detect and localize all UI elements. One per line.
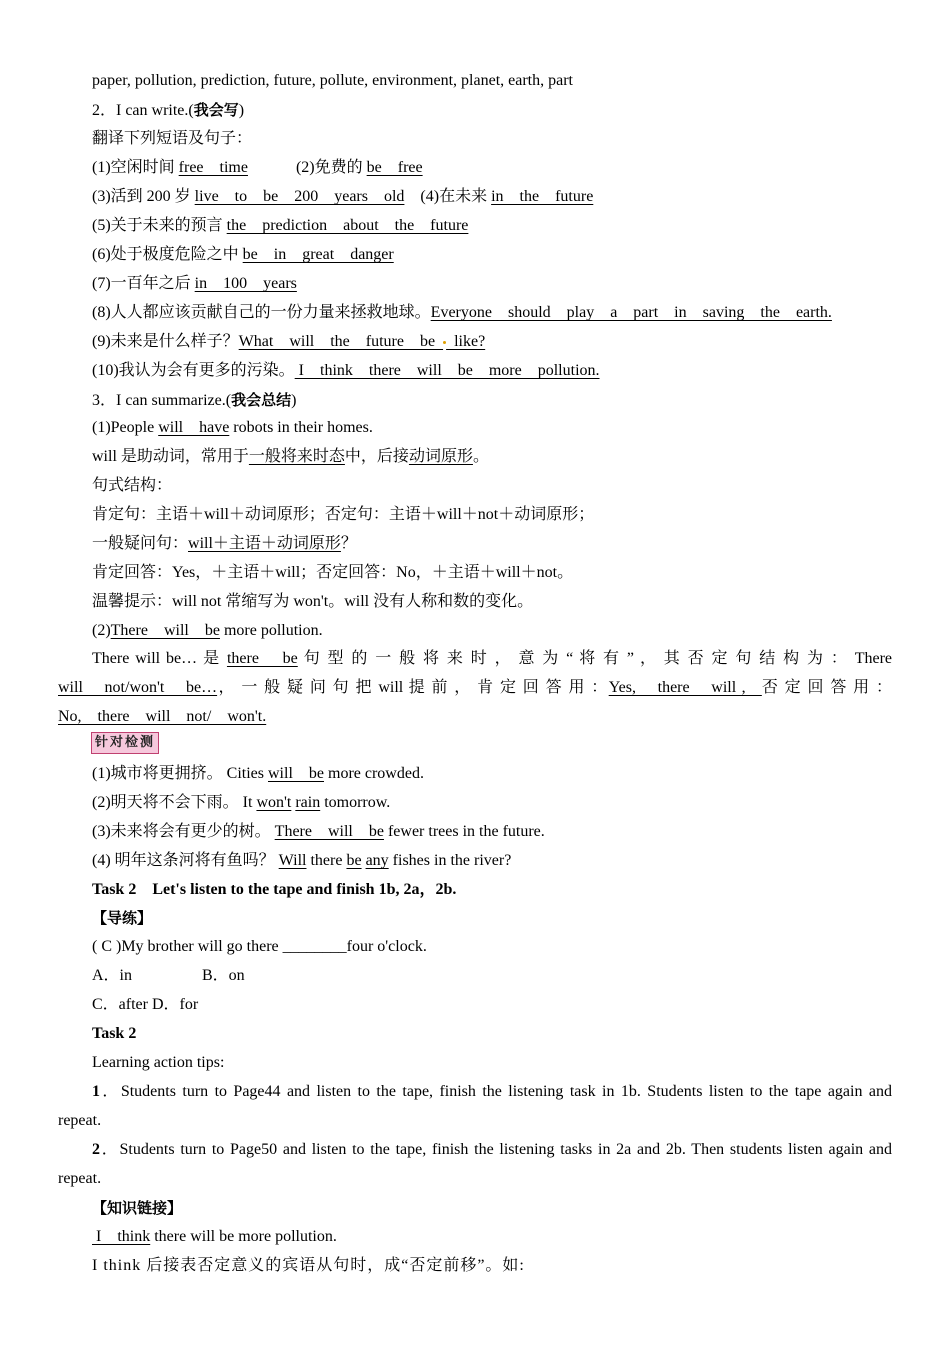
answer: ture be bbox=[379, 333, 444, 350]
text: repeat. bbox=[58, 1112, 102, 1129]
answer: any bbox=[365, 852, 389, 869]
text: 3．I can summarize.( bbox=[92, 392, 232, 409]
text: ， 一 般 疑 问 句 把 will 提 前 ， 肯 定 回 答 用 ： bbox=[217, 679, 609, 696]
there-be-line-3 bbox=[58, 707, 892, 727]
text: (7)一百年之后 bbox=[92, 275, 195, 292]
text: (3)未来将会有更少的树。 bbox=[92, 823, 275, 840]
text: (4)在未来 bbox=[420, 188, 492, 205]
question-9 bbox=[92, 332, 485, 352]
text: A．in bbox=[92, 967, 133, 984]
answer: be in great danger bbox=[242, 246, 394, 263]
there-be-line-2 bbox=[58, 678, 892, 698]
knowledge-example bbox=[92, 1227, 337, 1247]
question-7 bbox=[92, 274, 297, 294]
question-8 bbox=[92, 303, 832, 323]
answer: free time bbox=[178, 159, 248, 176]
text: C．after bbox=[92, 996, 148, 1013]
answer: 动词原形 bbox=[408, 448, 473, 465]
text: There will be… 是 bbox=[92, 650, 227, 667]
text: (5)关于未来的预言 bbox=[92, 217, 227, 234]
text: (3)活到 200 岁 bbox=[92, 188, 195, 205]
text: 肯定句：主语＋will＋动词原形；否定句：主语＋will＋not＋动词原形； bbox=[92, 506, 595, 523]
answer: in the future bbox=[491, 188, 594, 205]
answer: What will the fu bbox=[238, 333, 380, 350]
answer: be bbox=[346, 852, 362, 869]
text: Task 2 Let's listen to the tape and finish 1b, 2a，2b. bbox=[92, 881, 457, 898]
question-3-4 bbox=[92, 187, 593, 207]
tip-1-line-2 bbox=[58, 1111, 892, 1131]
text: there bbox=[306, 852, 347, 869]
text: paper, pollution, prediction, future, pollute, environment, planet, earth, part bbox=[92, 72, 573, 89]
answer: No, there will not/ won't. bbox=[58, 708, 267, 725]
text: 【导练】 bbox=[92, 909, 153, 927]
text: (1)People bbox=[92, 419, 159, 436]
text: 中，后接 bbox=[344, 448, 409, 465]
check-1 bbox=[92, 764, 424, 784]
text: 句式结构： bbox=[92, 477, 173, 494]
question-1-2 bbox=[92, 158, 423, 178]
tip-2-line-1 bbox=[92, 1140, 892, 1160]
text: (2) bbox=[92, 622, 111, 639]
text: B．on bbox=[202, 967, 245, 984]
text: will 是助动词，常用于 bbox=[92, 448, 249, 465]
text: 翻译下列短语及句子： bbox=[92, 130, 253, 147]
answer: I think there will be more pollution. bbox=[294, 362, 600, 379]
text: 2 bbox=[92, 1141, 100, 1158]
task2-label bbox=[92, 1024, 136, 1044]
text: fishes in the river? bbox=[388, 852, 512, 869]
answer: will be bbox=[268, 765, 324, 782]
tip-1-line-1 bbox=[92, 1082, 892, 1102]
answer: Will bbox=[278, 852, 307, 869]
text: ？ bbox=[340, 535, 357, 552]
summary-1 bbox=[92, 418, 373, 438]
text: ( C )My brother will go there ________four o'clock. bbox=[92, 938, 427, 955]
task2-title bbox=[92, 880, 456, 900]
check-3 bbox=[92, 822, 545, 842]
check-4 bbox=[92, 851, 511, 871]
text: (1)空闲时间 bbox=[92, 159, 179, 176]
answer: I think bbox=[92, 1228, 151, 1245]
tip-2-line-2 bbox=[58, 1169, 892, 1189]
text: more pollution. bbox=[219, 622, 323, 639]
question-10 bbox=[92, 361, 600, 381]
answer: There will be bbox=[274, 823, 384, 840]
answer: won't bbox=[256, 794, 292, 811]
text: ．Students turn to Page44 and listen to the tape, finish the listening task in 1b. Students listen to the tape again and bbox=[100, 1083, 892, 1100]
text: more crowded. bbox=[324, 765, 424, 782]
knowledge-note bbox=[92, 1256, 525, 1276]
vocab-line bbox=[92, 71, 573, 91]
there-be-line-1 bbox=[92, 649, 892, 669]
text: tomorrow. bbox=[320, 794, 391, 811]
mc-options-ab bbox=[92, 966, 245, 986]
tips-label bbox=[92, 1053, 224, 1073]
text: 句 型 的 一 般 将 来 时 ， 意 为 “ 将 有 ” ， 其 否 定 句 结 构 为 ： There bbox=[297, 650, 892, 667]
text: D．for bbox=[151, 996, 199, 1013]
text: Task 2 bbox=[92, 1025, 137, 1042]
text: (10)我认为会有更多的污染。 bbox=[92, 362, 295, 379]
mc-options-cd bbox=[92, 995, 198, 1015]
answer: will have bbox=[158, 419, 230, 436]
translate-instruction bbox=[92, 129, 252, 149]
answer: like? bbox=[446, 333, 486, 350]
text: (9)未来是什么样子？ bbox=[92, 333, 239, 350]
text: 我会总结 bbox=[231, 391, 292, 409]
structure-statement bbox=[92, 505, 594, 525]
text: (6)处于极度危险之中 bbox=[92, 246, 243, 263]
summary-will bbox=[92, 447, 489, 467]
answer: be free bbox=[366, 159, 423, 176]
section-3-heading bbox=[92, 390, 296, 410]
answer: There will be bbox=[110, 622, 220, 639]
mc-question bbox=[92, 937, 427, 957]
text: robots in their homes. bbox=[229, 419, 373, 436]
text: Learning action tips: bbox=[92, 1054, 225, 1071]
text: (2)明天将不会下雨。 It bbox=[92, 794, 257, 811]
answer: in 100 years bbox=[194, 275, 297, 292]
check-2 bbox=[92, 793, 390, 813]
structure-answers bbox=[92, 563, 573, 583]
text: ．Students turn to Page50 and listen to the tape, finish the listening tasks in 2a and 2b. Then students listen again and bbox=[100, 1141, 892, 1158]
guide-heading bbox=[92, 908, 152, 928]
text: 我会写 bbox=[193, 101, 239, 119]
answer: will not/won't be… bbox=[58, 679, 218, 696]
question-6 bbox=[92, 245, 394, 265]
text: (8)人人都应该贡献自己的一份力量来拯救地球。 bbox=[92, 304, 431, 321]
section-2-heading bbox=[92, 100, 244, 120]
knowledge-heading bbox=[92, 1198, 182, 1218]
answer: Yes, there will , bbox=[608, 679, 762, 696]
text: fewer trees in the future. bbox=[383, 823, 545, 840]
text: 2．I can write.( bbox=[92, 102, 194, 119]
text: 【知识链接】 bbox=[92, 1199, 183, 1217]
answer: there be bbox=[226, 650, 298, 667]
answer: rain bbox=[295, 794, 321, 811]
text: 否 定 回 答 用 ： bbox=[761, 679, 892, 696]
question-5 bbox=[92, 216, 468, 236]
answer: will＋主语＋动词原形 bbox=[188, 535, 341, 552]
answer: Everyone should play a part in saving the earth. bbox=[430, 304, 832, 321]
text: repeat. bbox=[58, 1170, 102, 1187]
answer: live to be 200 years old bbox=[194, 188, 405, 205]
text: 肯定回答：Yes，＋主语＋will；否定回答：No，＋主语＋will＋not。 bbox=[92, 564, 574, 581]
structure-label bbox=[92, 476, 172, 496]
answer: the prediction about the future bbox=[226, 217, 469, 234]
structure-question bbox=[92, 534, 357, 554]
check-badge: 针对检测 bbox=[91, 732, 159, 754]
text: 一般疑问句： bbox=[92, 535, 189, 552]
text: there will be more pollution. bbox=[150, 1228, 337, 1245]
answer: 一般将来时态 bbox=[248, 448, 345, 465]
summary-2 bbox=[92, 621, 323, 641]
text: I think 后接表否定意义的宾语从句时，成“否定前移”。如: bbox=[92, 1257, 525, 1274]
text: 1 bbox=[92, 1083, 100, 1100]
text: 。 bbox=[472, 448, 489, 465]
text: ) bbox=[291, 392, 297, 409]
text: (4) 明年这条河将有鱼吗？ bbox=[92, 852, 279, 869]
text: (1)城市将更拥挤。 Cities bbox=[92, 765, 268, 782]
text: 温馨提示：will not 常缩写为 won't。will 没有人称和数的变化。 bbox=[92, 593, 534, 610]
text: (2)免费的 bbox=[295, 159, 367, 176]
text: ) bbox=[238, 102, 245, 119]
tip-line bbox=[92, 592, 533, 612]
